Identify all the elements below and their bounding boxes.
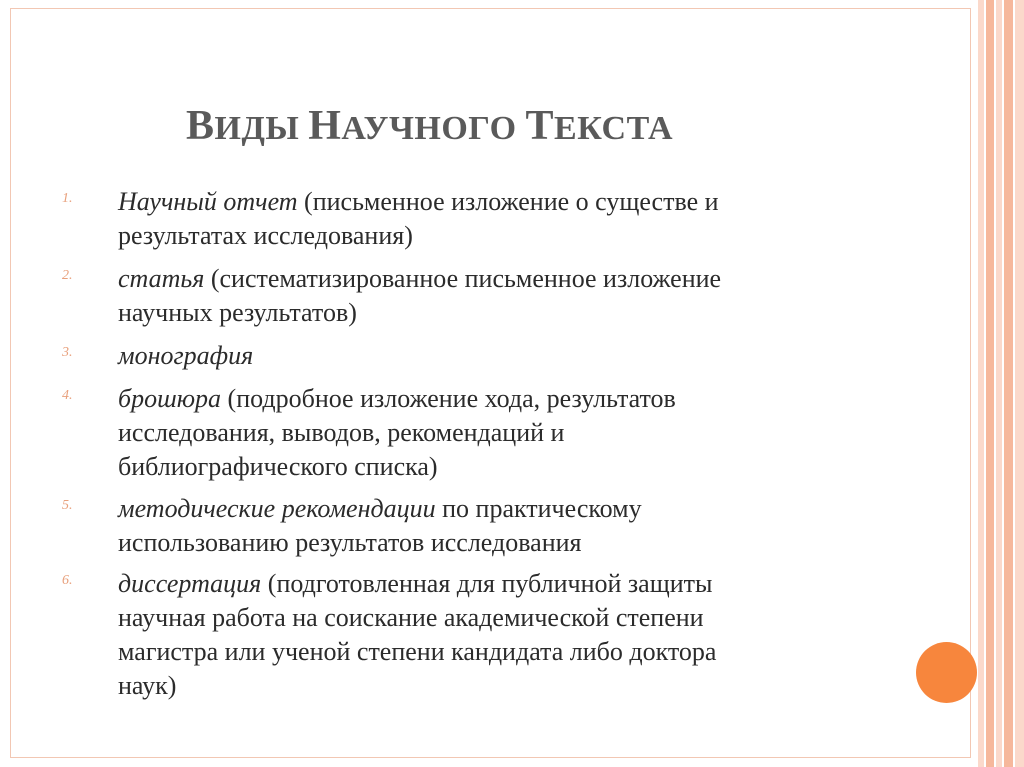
list-item-term: статья	[118, 264, 205, 293]
title-letter: Т	[525, 103, 555, 149]
list-item-line: наук)	[118, 671, 177, 700]
list-item-line	[118, 492, 878, 526]
list-item-line: научная работа на соискание академической степени	[118, 603, 704, 632]
list-item-text: (подготовленная для публичной защиты	[261, 569, 713, 598]
list-item-term: Научный отчет	[118, 187, 298, 216]
list-item-line: научных результатов)	[118, 298, 357, 327]
list-item-line: магистра или ученой степени кандидата либо доктора	[118, 637, 717, 666]
list-item-number: 5.	[62, 498, 73, 513]
list-item	[62, 567, 878, 703]
list-item-number: 1.	[62, 191, 73, 206]
list-item-line	[118, 567, 878, 601]
decor-stripe-2	[986, 0, 994, 767]
list-item-number: 6.	[62, 573, 73, 588]
list-item-term: брошюра	[118, 384, 222, 413]
list-item-line: использованию результатов исследования	[118, 528, 582, 557]
list-item	[62, 382, 878, 484]
decor-orange-circle	[916, 642, 977, 703]
list-item-term: монография	[118, 341, 254, 370]
list-item-number: 3.	[62, 345, 73, 360]
list-item-number: 4.	[62, 388, 73, 403]
list-item-line: исследования, выводов, рекомендаций и	[118, 418, 565, 447]
title-part: ИДЫ	[214, 110, 309, 147]
decor-stripe-5	[1015, 0, 1024, 767]
list-item-line	[118, 185, 878, 219]
list-item-line	[118, 262, 878, 296]
list-item-number: 2.	[62, 268, 73, 283]
slide-title	[186, 102, 673, 150]
list-item-text: (подробное изложение хода, результатов	[221, 384, 676, 413]
list-item-text: по практическому	[435, 494, 642, 523]
decor-stripe-3	[996, 0, 1002, 767]
title-letter: В	[186, 103, 215, 149]
list-item-line	[118, 382, 878, 416]
list-item-line	[118, 339, 878, 373]
list-item	[62, 262, 878, 330]
list-item-line: результатах исследования)	[118, 221, 413, 250]
title-part: ЕКСТА	[554, 110, 674, 147]
decor-stripe-4	[1004, 0, 1013, 767]
list-item-text: (систематизированное письменное изложение	[204, 264, 722, 293]
list-item-term: диссертация	[118, 569, 262, 598]
list-item	[62, 339, 878, 373]
decor-stripe-1	[978, 0, 984, 767]
list-item-term: методические рекомендации	[118, 494, 436, 523]
title-part: АУЧНОГО	[341, 110, 526, 147]
list-item-line: библиографического списка)	[118, 452, 438, 481]
title-letter: Н	[308, 103, 342, 149]
list-item	[62, 185, 878, 253]
list-item-text: (письменное изложение о существе и	[297, 187, 719, 216]
list-item	[62, 492, 878, 560]
